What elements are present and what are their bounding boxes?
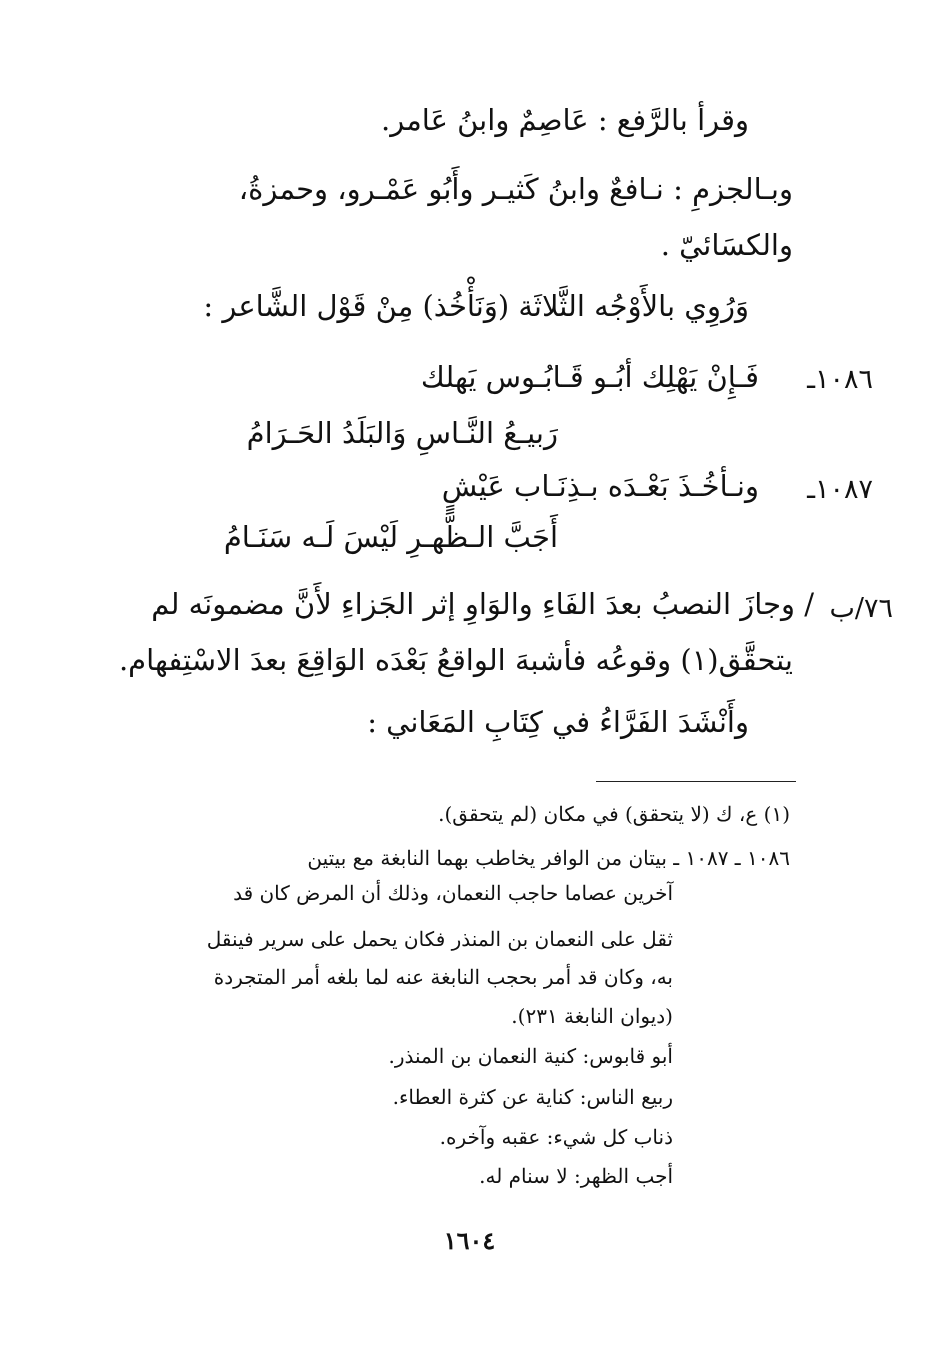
verse-number-1087: ١٠٨٧ـ xyxy=(807,474,873,505)
body-line-4: وَرُوِي بالأَوْجُه الثَّلاثَة (وَنَأْخُذ) مِنْ قَوْل الشَّاعر : xyxy=(203,289,749,323)
para-line-2: يتحقَّق(١) وقوعُه فأشبهَ الواقعُ بَعْدَه الوَاقِعَ بعدَ الاسْتِفهام. xyxy=(118,643,793,677)
verse-1087-first-hemistich: ونـأخُـذَ بَعْـدَه بـذِنَـاب عَيْشٍ xyxy=(441,469,759,503)
footnote-1: (١) ع، ك (لا يتحقق) في مكان (لم يتحقق). xyxy=(438,802,790,826)
gloss-dhinab: ذناب كل شيء: عقبه وآخره. xyxy=(439,1125,673,1149)
verse-1086-second-hemistich: رَبيـعُ النَّـاسِ وَالبَلَدُ الحَـرَامُ xyxy=(246,416,558,450)
margin-folio-reference: ٧٦/ب xyxy=(829,593,893,624)
verse-1087-second-hemistich: أَجَبَّ الـظَّهـرِ لَيْسَ لَـه سَنَـامُ xyxy=(223,520,558,554)
gloss-abu-qabus: أبو قابوس: كنية النعمان بن المنذر. xyxy=(388,1044,673,1068)
footnote-divider xyxy=(596,781,796,782)
body-line-1: وقرأ بالرَّفع : عَاصِمٌ وابنُ عَامر. xyxy=(381,103,749,137)
gloss-ajabb-al-zahr: أجب الظهر: لا سنام له. xyxy=(479,1164,673,1188)
gloss-rabi-al-nas: ربيع الناس: كناية عن كثرة العطاء. xyxy=(392,1085,673,1109)
page-number: ١٦٠٤ xyxy=(443,1226,496,1255)
para-line-3: وأَنْشَدَ الفَرَّاءُ في كِتَابِ المَعَاني : xyxy=(367,705,749,739)
verse-1086-first-hemistich: فَـإِنْ يَهْلِك أبُـو قَـابُـوس يَهلك xyxy=(420,360,759,394)
verse-number-1086: ١٠٨٦ـ xyxy=(807,364,873,395)
footnote-verse-note-line-4: به، وكان قد أمر بحجب النابغة عنه لما بلغه أمر المتجردة xyxy=(213,965,673,989)
footnote-verse-note-line-3: ثقل على النعمان بن المنذر فكان يحمل على سرير فينقل xyxy=(206,927,673,951)
footnote-verse-note-line-1: ١٠٨٦ ـ ١٠٨٧ ـ بيتان من الوافر يخاطب بهما النابغة مع بيتين xyxy=(307,846,790,870)
footnote-verse-note-line-2: آخرين عصاما حاجب النعمان، وذلك أن المرض كان قد xyxy=(233,881,673,905)
footnote-verse-note-line-5: (ديوان النابغة ٢٣١). xyxy=(511,1004,673,1028)
para-line-1: / وجازَ النصبُ بعدَ الفَاءِ والوَاوِ إثر الجَزاءِ لأَنَّ مضمونَه لم xyxy=(151,587,814,621)
body-line-3: والكسَائيّ . xyxy=(660,228,793,262)
body-line-2: وبـالجزمِ : نـافعٌ وابنُ كَثيـر وأَبُو عَمْـرو، وحمزةُ، xyxy=(238,172,793,206)
